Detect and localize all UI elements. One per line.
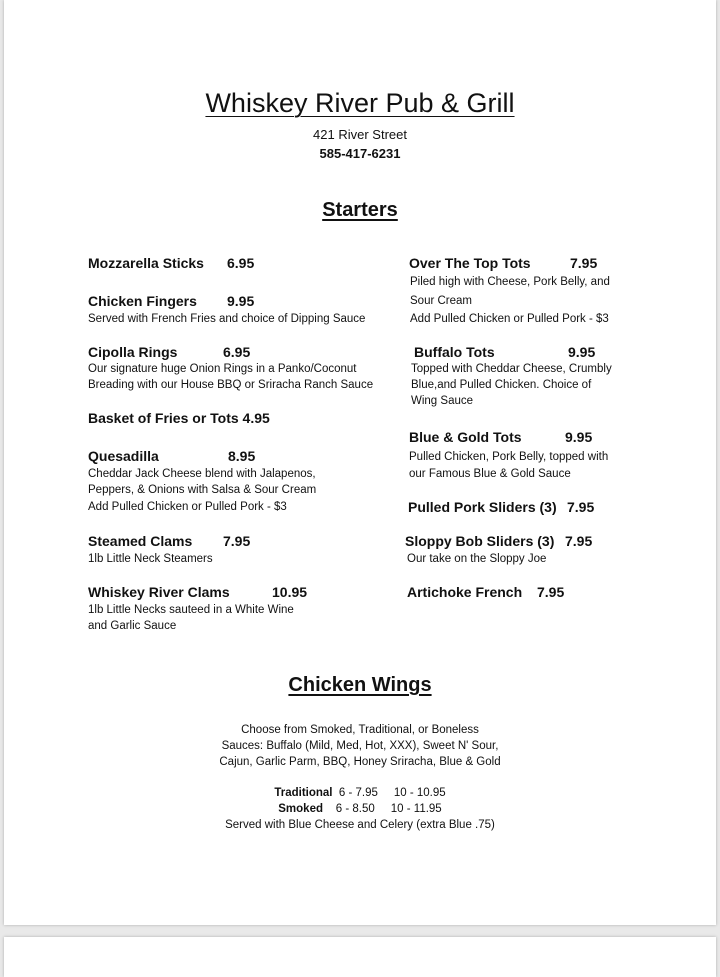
menu-item-name: Steamed Clams bbox=[88, 533, 193, 549]
menu-item-price: 8.95 bbox=[228, 448, 256, 464]
menu-item-price: 9.95 bbox=[565, 429, 593, 445]
wings-info-line: Sauces: Buffalo (Mild, Med, Hot, XXX), Sweet N' Sour, bbox=[221, 740, 499, 752]
menu-item-price: 10.95 bbox=[272, 584, 308, 600]
menu-item-desc: Cheddar Jack Cheese blend with Jalapenos, bbox=[88, 468, 316, 480]
menu-item-name: Over The Top Tots bbox=[409, 255, 531, 271]
menu-item-price: 7.95 bbox=[565, 533, 593, 549]
menu-item-desc: Add Pulled Chicken or Pulled Pork - $3 bbox=[88, 501, 287, 513]
menu-item-price: 9.95 bbox=[568, 344, 596, 360]
menu-item-name: Cipolla Rings bbox=[88, 344, 178, 360]
wings-info-line: Cajun, Garlic Parm, BBQ, Honey Sriracha, Blue & Gold bbox=[219, 756, 501, 768]
wings-served-with: Served with Blue Cheese and Celery (extra Blue .75) bbox=[225, 819, 495, 831]
wings-smoked-label: Smoked bbox=[278, 803, 324, 815]
menu-item-name: Buffalo Tots bbox=[414, 344, 495, 360]
next-page-edge bbox=[4, 937, 716, 977]
menu-item-desc: 1lb Little Neck Steamers bbox=[88, 553, 213, 565]
menu-item-name: Mozzarella Sticks bbox=[88, 255, 204, 271]
menu-item-desc: and Garlic Sauce bbox=[88, 620, 177, 632]
wings-smoked-row bbox=[4, 803, 716, 815]
menu-item-desc: Add Pulled Chicken or Pulled Pork - $3 bbox=[410, 313, 609, 325]
menu-item-desc: Topped with Cheddar Cheese, Crumbly bbox=[411, 363, 612, 375]
wings-info-line: Choose from Smoked, Traditional, or Boneless bbox=[241, 724, 479, 736]
menu-item-name: Sloppy Bob Sliders (3) bbox=[405, 533, 555, 549]
menu-item-price: 7.95 bbox=[570, 255, 598, 271]
menu-item-name: Artichoke French bbox=[407, 584, 523, 600]
wings-traditional-row bbox=[4, 787, 716, 799]
menu-item-desc: Our take on the Sloppy Joe bbox=[407, 553, 547, 565]
menu-item-desc: our Famous Blue & Gold Sauce bbox=[409, 468, 571, 480]
menu-item-price: 7.95 bbox=[537, 584, 565, 600]
menu-item-desc: Piled high with Cheese, Pork Belly, and bbox=[410, 276, 610, 288]
restaurant-address: 421 River Street bbox=[313, 127, 407, 142]
menu-item-price: 6.95 bbox=[227, 255, 255, 271]
wings-traditional-label: Traditional bbox=[274, 787, 333, 799]
menu-item-price: 9.95 bbox=[227, 293, 255, 309]
starters-heading: Starters bbox=[322, 199, 398, 221]
restaurant-title: Whiskey River Pub & Grill bbox=[205, 88, 515, 118]
menu-page bbox=[4, 0, 716, 925]
wings-traditional-prices: 6 - 7.95 10 - 10.95 bbox=[338, 787, 446, 799]
menu-item-desc: Peppers, & Onions with Salsa & Sour Cream bbox=[88, 484, 317, 496]
menu-item-name: Chicken Fingers bbox=[88, 293, 197, 309]
menu-item-desc: Sour Cream bbox=[410, 295, 472, 307]
menu-item-desc: Breading with our House BBQ or Sriracha Ranch Sauce bbox=[88, 379, 374, 391]
menu-item-price: 7.95 bbox=[567, 499, 595, 515]
menu-item-price: 6.95 bbox=[223, 344, 251, 360]
menu-item-name: Quesadilla bbox=[88, 448, 159, 464]
menu-item-desc: Wing Sauce bbox=[411, 395, 474, 407]
menu-item-desc: Served with French Fries and choice of Dipping Sauce bbox=[88, 313, 366, 325]
chicken-wings-heading: Chicken Wings bbox=[288, 674, 432, 696]
menu-item-name: Pulled Pork Sliders (3) bbox=[408, 499, 557, 515]
menu-item-desc: Our signature huge Onion Rings in a Panko/Coconut bbox=[88, 363, 357, 375]
menu-item-name: Basket of Fries or Tots 4.95 bbox=[88, 410, 270, 426]
menu-item-desc: Blue,and Pulled Chicken. Choice of bbox=[411, 379, 592, 391]
wings-smoked-prices: 6 - 8.50 10 - 11.95 bbox=[335, 803, 442, 815]
menu-item-desc: 1lb Little Necks sauteed in a White Wine bbox=[88, 604, 294, 616]
menu-item-price: 7.95 bbox=[223, 533, 251, 549]
menu-item-name: Blue & Gold Tots bbox=[409, 429, 522, 445]
restaurant-phone: 585-417-6231 bbox=[319, 146, 401, 161]
menu-item-name: Whiskey River Clams bbox=[88, 584, 230, 600]
menu-item-desc: Pulled Chicken, Pork Belly, topped with bbox=[409, 451, 609, 463]
